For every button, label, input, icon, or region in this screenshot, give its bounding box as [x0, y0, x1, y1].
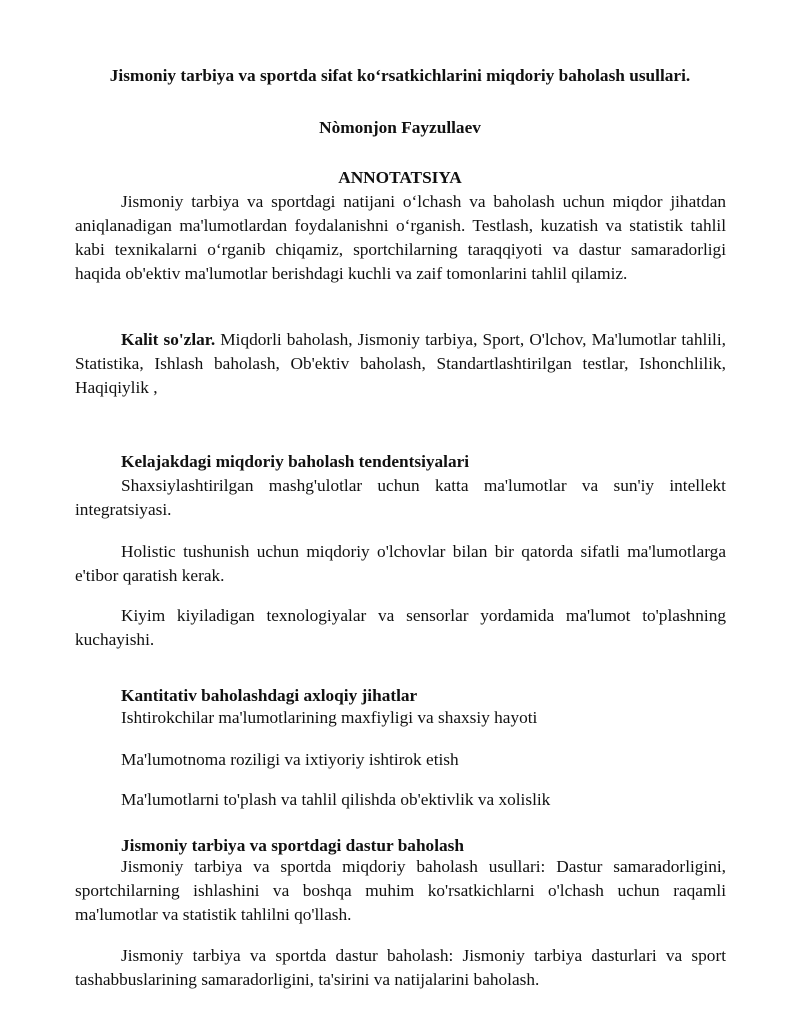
paragraph: Kiyim kiyiladigan texnologiyalar va sensorlar yordamida ma'lumot to'plashning kuchayishi.	[75, 606, 726, 649]
section-heading-program-evaluation: Jismoniy tarbiya va sportdagi dastur baholash	[121, 836, 464, 855]
annotation-paragraph: Jismoniy tarbiya va sportdagi natijani o‘lchash va baholash uchun miqdor jihatdan aniqlanadigan ma'lumotlardan foydalanishni o‘rganish. Testlash, kuzatish va statistik tahlil kabi texnikalarni o‘rganib chiqamiz, sportchilarning taraqqiyoti va dastur samaradorligi haqida ob'ektiv ma'lumotlar berishdagi kuchli va zaif tomonlarini tahlil qilamiz.	[75, 192, 726, 283]
paragraph: Ma'lumotnoma roziligi va ixtiyoriy ishtirok etish	[121, 750, 459, 769]
keywords-paragraph	[75, 328, 726, 400]
paragraph: Holistic tushunish uchun miqdoriy o'lchovlar bilan bir qatorda sifatli ma'lumotlarga e'tibor qaratish kerak.	[75, 542, 726, 585]
annotation-heading: ANNOTATSIYA	[338, 168, 462, 187]
keywords-label: Kalit so'zlar.	[121, 330, 216, 349]
paragraph: Jismoniy tarbiya va sportda miqdoriy baholash usullari: Dastur samaradorligini, sportchilarning ishlashini va boshqa muhim ko'rsatkichlarni o'lchash uchun raqamli ma'lumotlar va statistik tahlilni qo'llash.	[75, 857, 726, 924]
paragraph: Jismoniy tarbiya va sportda dastur baholash: Jismoniy tarbiya dasturlari va sport tashabbuslarining samaradorligini, ta'sirini va natijalarini baholash.	[75, 946, 726, 989]
paragraph: Ma'lumotlarni to'plash va tahlil qilishda ob'ektivlik va xolislik	[121, 790, 551, 809]
keywords-text: Miqdorli baholash, Jismoniy tarbiya, Sport, O'lchov, Ma'lumotlar tahlili, Statistika, Ishlash baholash, Ob'ektiv baholash, Standartlashtirilgan testlar, Ishonchlilik, Haqiqiylik ,	[75, 330, 726, 397]
section-heading-ethics: Kantitativ baholashdagi axloqiy jihatlar	[121, 686, 418, 705]
paragraph: Shaxsiylashtirilgan mashg'ulotlar uchun katta ma'lumotlar va sun'iy intellekt integratsiyasi.	[75, 476, 726, 519]
document-title: Jismoniy tarbiya va sportda sifat ko‘rsatkichlarini miqdoriy baholash usullari.	[109, 66, 691, 85]
section-heading-future-trends: Kelajakdagi miqdoriy baholash tendentsiyalari	[121, 452, 470, 471]
paragraph: Ishtirokchilar ma'lumotlarining maxfiyligi va shaxsiy hayoti	[121, 708, 538, 727]
author-name: Nòmonjon Fayzullaev	[319, 118, 481, 137]
